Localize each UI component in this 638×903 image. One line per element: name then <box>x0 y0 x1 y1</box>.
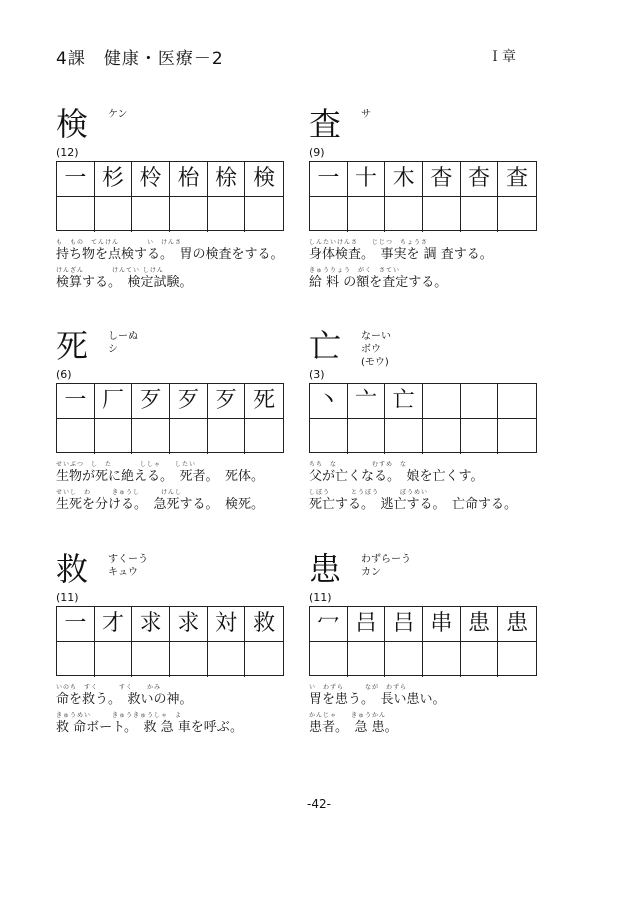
practice-cell[interactable] <box>57 642 95 677</box>
example-row <box>309 460 549 488</box>
stroke-step-cell: 枱 <box>170 162 208 197</box>
practice-cell[interactable] <box>245 419 283 454</box>
stroke-step-cell: 求 <box>132 607 170 642</box>
example-row <box>56 488 296 516</box>
stroke-step-cell <box>423 384 461 419</box>
stroke-order-grid <box>309 161 537 231</box>
reading: ボウ <box>361 344 381 355</box>
furigana: きゅうめい きゅうきゅうしゃ よ <box>56 712 183 719</box>
stroke-step-cell: 一 <box>310 162 348 197</box>
example-row <box>309 711 549 739</box>
stroke-count: (11) <box>309 591 332 604</box>
example-text: 死亡する。 逃亡する。 亡命する。 <box>309 497 518 512</box>
practice-cell[interactable] <box>208 642 246 677</box>
kanji-character: 患 <box>309 550 342 588</box>
example-row <box>56 711 296 739</box>
kanji-readings <box>361 330 391 369</box>
page-number: -42- <box>307 797 331 811</box>
example-text: 身体検査。 事実を 調 査する。 <box>309 247 493 262</box>
practice-cell[interactable] <box>498 197 536 232</box>
chapter-label: Ｉ章 <box>488 49 516 65</box>
stroke-step-cell: 一 <box>57 162 95 197</box>
example-row <box>56 266 296 294</box>
practice-cell[interactable] <box>385 419 423 454</box>
reading: (モウ) <box>361 357 389 368</box>
example-text: 患者。 急 患。 <box>309 720 398 735</box>
furigana: しんたいけんさ じじつ ちょうさ <box>309 239 429 246</box>
furigana: ちち な むすめ な <box>309 461 408 468</box>
stroke-order-grid <box>56 383 284 453</box>
practice-cell[interactable] <box>385 197 423 232</box>
stroke-count: (6) <box>56 368 72 381</box>
example-text: 検算する。 検定試験。 <box>56 275 193 290</box>
stroke-step-cell: 患 <box>461 607 499 642</box>
stroke-count: (12) <box>56 146 79 159</box>
stroke-step-cell: 亡 <box>385 384 423 419</box>
stroke-step-cell: 丶 <box>310 384 348 419</box>
furigana: い わずら なが わずら <box>309 684 408 691</box>
example-sentences <box>56 683 296 739</box>
example-text: 給 料 の額を査定する。 <box>309 275 448 290</box>
stroke-step-cell: 歹 <box>132 384 170 419</box>
example-text: 命を救う。 救いの神。 <box>56 692 193 707</box>
practice-cell[interactable] <box>57 419 95 454</box>
stroke-step-cell: 死 <box>245 384 283 419</box>
practice-cell[interactable] <box>170 197 208 232</box>
practice-cell[interactable] <box>310 419 348 454</box>
stroke-step-cell: 杳 <box>423 162 461 197</box>
practice-cell[interactable] <box>348 642 386 677</box>
practice-cell[interactable] <box>170 642 208 677</box>
stroke-step-cell <box>461 384 499 419</box>
furigana: けんざん けんてい しけん <box>56 267 164 274</box>
practice-cell[interactable] <box>132 642 170 677</box>
stroke-step-cell: 冖 <box>310 607 348 642</box>
example-text: 生死を分ける。 急死する。 検死。 <box>56 497 265 512</box>
practice-cell[interactable] <box>95 642 133 677</box>
practice-cell[interactable] <box>310 642 348 677</box>
furigana: せいし わ きゅうし けんし <box>56 489 183 496</box>
stroke-step-cell: 串 <box>423 607 461 642</box>
practice-cell[interactable] <box>132 419 170 454</box>
stroke-step-cell: 求 <box>170 607 208 642</box>
lesson-title: 4課 健康・医療－2 <box>56 49 224 69</box>
practice-cell[interactable] <box>310 197 348 232</box>
kanji-character: 検 <box>56 105 89 143</box>
reading: シ <box>108 344 118 355</box>
example-row <box>309 488 549 516</box>
practice-cell[interactable] <box>498 419 536 454</box>
example-row <box>309 238 549 266</box>
practice-cell[interactable] <box>245 197 283 232</box>
practice-cell[interactable] <box>57 197 95 232</box>
kanji-readings <box>108 108 128 121</box>
practice-cell[interactable] <box>95 419 133 454</box>
practice-cell[interactable] <box>385 642 423 677</box>
reading: わずらーう <box>361 554 411 565</box>
stroke-step-cell: 柃 <box>132 162 170 197</box>
practice-cell[interactable] <box>245 642 283 677</box>
stroke-step-cell: 厂 <box>95 384 133 419</box>
practice-cell[interactable] <box>348 197 386 232</box>
furigana: いのち すく すく かみ <box>56 684 162 691</box>
kanji-character: 死 <box>56 327 89 365</box>
kanji-character: 亡 <box>309 327 342 365</box>
practice-cell[interactable] <box>348 419 386 454</box>
practice-cell[interactable] <box>461 642 499 677</box>
reading: ケン <box>108 109 128 120</box>
stroke-order-grid <box>309 383 537 453</box>
kanji-character: 査 <box>309 105 342 143</box>
practice-cell[interactable] <box>498 642 536 677</box>
stroke-count: (11) <box>56 591 79 604</box>
example-sentences <box>309 238 549 294</box>
reading: カン <box>361 567 381 578</box>
stroke-step-cell: 梌 <box>208 162 246 197</box>
stroke-step-cell: 検 <box>245 162 283 197</box>
example-text: 救 命ボート。 救 急 車を呼ぶ。 <box>56 720 243 735</box>
stroke-count: (3) <box>309 368 325 381</box>
stroke-step-cell: 一 <box>57 607 95 642</box>
practice-cell[interactable] <box>423 419 461 454</box>
practice-cell[interactable] <box>208 419 246 454</box>
stroke-order-grid <box>56 161 284 231</box>
furigana: かんじゃ きゅうかん <box>309 712 387 719</box>
kanji-readings <box>108 330 138 356</box>
example-row <box>56 460 296 488</box>
furigana: きゅうりょう がく さてい <box>309 267 401 274</box>
stroke-step-cell: 吕 <box>385 607 423 642</box>
example-sentences <box>56 460 296 516</box>
example-sentences <box>56 238 296 294</box>
stroke-order-grid <box>56 606 284 676</box>
example-row <box>56 683 296 711</box>
practice-cell[interactable] <box>208 197 246 232</box>
practice-cell[interactable] <box>95 197 133 232</box>
stroke-step-cell: 歹 <box>170 384 208 419</box>
stroke-step-cell: 木 <box>385 162 423 197</box>
stroke-step-cell: 杳 <box>461 162 499 197</box>
stroke-step-cell: 杉 <box>95 162 133 197</box>
practice-cell[interactable] <box>461 419 499 454</box>
furigana: せいぶつ し た ししゃ したい <box>56 461 197 468</box>
kanji-readings <box>361 108 371 121</box>
furigana: も もの てんけん い けんさ <box>56 239 183 246</box>
stroke-count: (9) <box>309 146 325 159</box>
practice-cell[interactable] <box>170 419 208 454</box>
reading: サ <box>361 109 371 120</box>
reading: なーい <box>361 331 391 342</box>
reading: しーぬ <box>108 331 138 342</box>
practice-cell[interactable] <box>423 642 461 677</box>
stroke-step-cell <box>498 384 536 419</box>
example-sentences <box>309 460 549 516</box>
practice-cell[interactable] <box>461 197 499 232</box>
example-row <box>309 683 549 711</box>
kanji-character: 救 <box>56 550 89 588</box>
stroke-step-cell: 救 <box>245 607 283 642</box>
example-text: 父が亡くなる。 娘を亡くす。 <box>309 469 484 484</box>
stroke-step-cell: 患 <box>498 607 536 642</box>
example-sentences <box>309 683 549 739</box>
reading: すくーう <box>108 554 148 565</box>
stroke-step-cell: 吕 <box>348 607 386 642</box>
practice-cell[interactable] <box>132 197 170 232</box>
example-text: 胃を患う。 長い患い。 <box>309 692 446 707</box>
stroke-order-grid <box>309 606 537 676</box>
stroke-step-cell: 対 <box>208 607 246 642</box>
reading: キュウ <box>108 567 138 578</box>
kanji-readings <box>361 553 411 579</box>
example-text: 生物が死に絶える。 死者。 死体。 <box>56 469 265 484</box>
practice-cell[interactable] <box>423 197 461 232</box>
kanji-readings <box>108 553 148 579</box>
stroke-step-cell: 亠 <box>348 384 386 419</box>
example-text: 持ち物を点検する。 胃の検査をする。 <box>56 247 284 262</box>
stroke-step-cell: 一 <box>57 384 95 419</box>
stroke-step-cell: 才 <box>95 607 133 642</box>
example-row <box>309 266 549 294</box>
stroke-step-cell: 査 <box>498 162 536 197</box>
example-row <box>56 238 296 266</box>
furigana: しぼう とうぼう ぼうめい <box>309 489 429 496</box>
stroke-step-cell: 十 <box>348 162 386 197</box>
stroke-step-cell: 歹 <box>208 384 246 419</box>
